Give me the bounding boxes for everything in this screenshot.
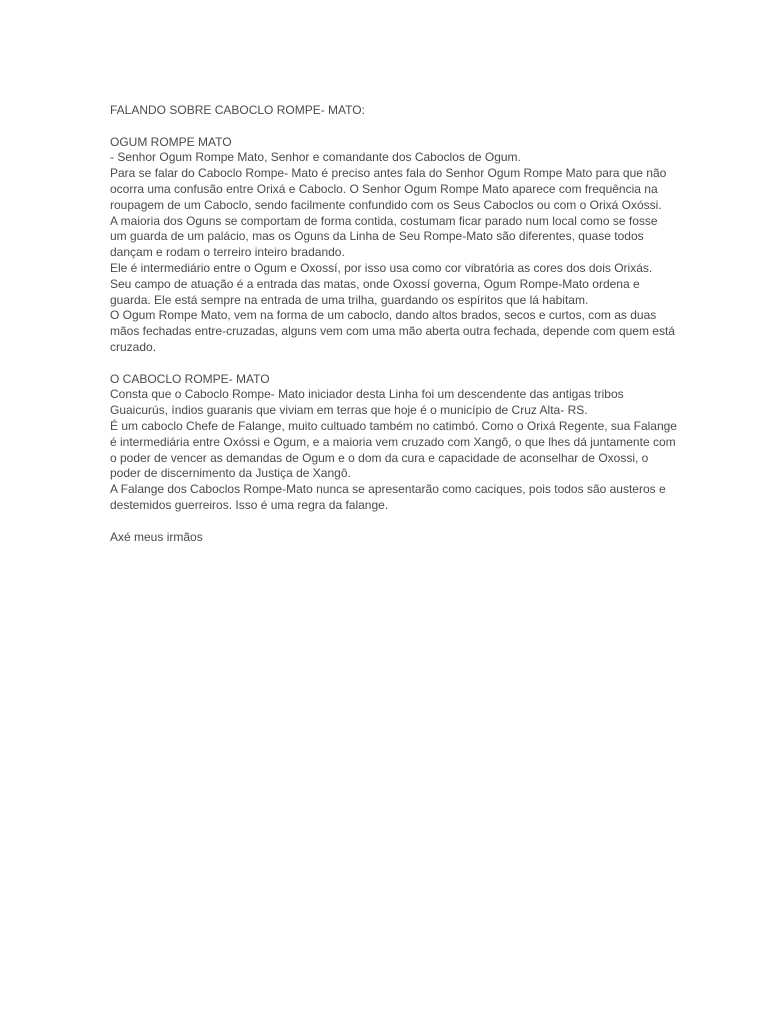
text-line: guarda. Ele está sempre na entrada de uma trilha, guardando os espíritos que lá habitam. xyxy=(110,292,589,307)
closing-line: Axé meus irmãos xyxy=(110,529,203,544)
text-line: A maioria dos Oguns se comportam de forma contida, costumam ficar parado num local como se fosse xyxy=(110,213,658,228)
text-line: poder de discernimento da Justiça de Xangô. xyxy=(110,466,351,481)
paragraph-spacer xyxy=(110,119,670,135)
text-line: O Ogum Rompe Mato, vem na forma de um caboclo, dando altos brados, secos e curtos, com as duas xyxy=(110,308,657,323)
text-line: Consta que o Caboclo Rompe- Mato iniciador desta Linha foi um descendente das antigas tribos xyxy=(110,387,624,402)
text-line: é intermediária entre Oxóssi e Ogum, e a maioria vem cruzado com Xangô, o que lhes dá juntamente com xyxy=(110,434,676,449)
paragraph-spacer xyxy=(110,356,670,372)
text-line: ocorra uma confusão entre Orixá e Caboclo. O Senhor Ogum Rompe Mato aparece com frequência na xyxy=(110,181,658,196)
text-line: É um caboclo Chefe de Falange, muito cultuado também no catimbó. Como o Orixá Regente, sua Falange xyxy=(110,418,677,433)
text-line: Guaicurús, índios guaranis que viviam em terras que hoje é o município de Cruz Alta- RS. xyxy=(110,403,588,418)
text-line: - Senhor Ogum Rompe Mato, Senhor e comandante dos Caboclos de Ogum. xyxy=(110,150,521,165)
text-line: mãos fechadas entre-cruzadas, alguns vem com uma mão aberta outra fechada, depende com quem está xyxy=(110,324,675,339)
text-line: dançam e rodam o terreiro inteiro bradando. xyxy=(110,245,345,260)
section-heading-caboclo-rompe-mato: O CABOCLO ROMPE- MATO xyxy=(110,371,270,386)
text-line: o poder de vencer as demandas de Ogum e o dom da cura e capacidade de aconselhar de Oxossi, o xyxy=(110,450,649,465)
text-line: Seu campo de atuação é a entrada das matas, onde Oxossí governa, Ogum Rompe-Mato ordena e xyxy=(110,276,640,291)
text-line: um guarda de um palácio, mas os Oguns da Linha de Seu Rompe-Mato são diferentes, quase todos xyxy=(110,229,644,244)
document-body xyxy=(110,103,677,545)
text-line: roupagem de um Caboclo, sendo facilmente confundido com os Seus Caboclos ou com o Orixá Oxóssi. xyxy=(110,197,662,212)
text-line: Para se falar do Caboclo Rompe- Mato é preciso antes fala do Senhor Ogum Rompe Mato para que não xyxy=(110,166,667,181)
text-line: destemidos guerreiros. Isso é uma regra da falange. xyxy=(110,497,389,512)
text-line: Ele é intermediário entre o Ogum e Oxossí, por isso usa como cor vibratória as cores dos dois Orixás. xyxy=(110,260,653,275)
paragraph-spacer xyxy=(110,514,670,530)
document-title: FALANDO SOBRE CABOCLO ROMPE- MATO: xyxy=(110,103,365,117)
text-line: A Falange dos Caboclos Rompe-Mato nunca se apresentarão como caciques, pois todos são austeros e xyxy=(110,482,666,497)
section-heading-ogum-rompe-mato: OGUM ROMPE MATO xyxy=(110,134,232,149)
text-line: cruzado. xyxy=(110,339,157,354)
